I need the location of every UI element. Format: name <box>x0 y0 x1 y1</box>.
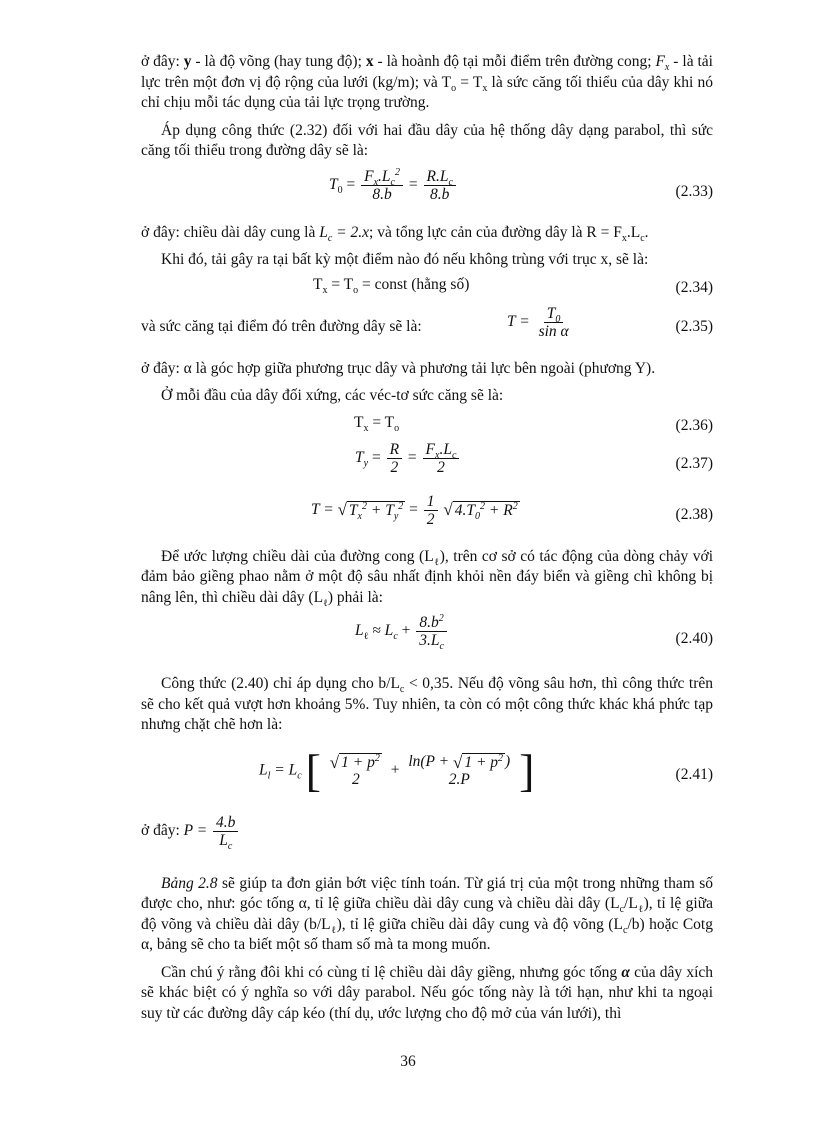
paragraph-apply-formula: Áp dụng công thức (2.32) đối với hai đầu dây của hệ thống dây dạng parabol, thì sức căng tối thiểu trong đường dây sẽ là: <box>141 121 713 159</box>
equation-2-33: $T_0$ = $\frac{F_x.L_c^2}{8.b}$ = $\frac{R.L_c}{8.b}$ (2.33) <box>329 166 713 203</box>
equation-number: (2.38) <box>675 505 713 523</box>
page-number: 36 <box>400 1053 416 1070</box>
equation-number: (2.33) <box>675 182 713 200</box>
equation-number: (2.41) <box>675 765 713 783</box>
equation-2-34: $T_x = T_o$ = const (hằng số) (2.34) <box>141 275 713 301</box>
equation-2-36: $T_x = T_o$ (2.36) <box>141 413 713 439</box>
paragraph-curve-length: Để ước lượng chiều dài của đường cong $(L_\ell)$, trên cơ sở có tác động của dòng chảy với đảm bảo giềng phao nằm ở một độ sâu nhất định khỏi nền đáy biển và giềng chì không bị nâng lên, thì chiều dài dây $(L_\ell)$ phải là: <box>141 547 713 609</box>
paragraph-formula-limit: Công thức (2.40) chỉ áp dụng cho $b/L_c < 0,35$. Nếu độ võng sâu hơn, thì công thức trên sẽ cho kết quả vượt hơn khoảng 5%. Tuy nhiên, ta còn có một công thức khác khá phức tạp nhưng chặt chẽ hơn là: <box>141 675 713 733</box>
paragraph-definitions: ở đây: y - là độ võng (hay tung độ); x - là hoành độ tại mỗi điểm trên đường cong; $F_x$ - là tải lực trên một đơn vị độ rộng của lưới (kg/m); và $T_o = T_x$ là sức căng tối thiểu của dây khi nó chỉ chịu mỗi tác dụng của tải lực trọng trường. <box>141 53 713 111</box>
paragraph-vectors: Ở mỗi đầu của dây đối xứng, các véc-tơ sức căng sẽ là: <box>161 387 504 404</box>
page-body <box>141 52 713 1024</box>
equation-number: (2.36) <box>675 416 713 434</box>
equation-2-41: $L_l = L_c$ [ √ $1 + p^2$ 2 + ln(P + √ $1 + p^2$ ) 2.P ] (2.41) <box>259 744 713 796</box>
paragraph-alpha: ở đây: α là góc hợp giữa phương trục dây và phương tải lực bên ngoài (phương Y). <box>141 359 656 377</box>
equation-p-definition: ở đây: P = $\frac{4.b}{L_c}$ <box>141 814 713 860</box>
paragraph-chord-length: ở đây: chiều dài dây cung là $L_c = 2.x$; và tổng lực cản của đường dây là $R = F_x.L_c$. <box>141 223 649 244</box>
paragraph-table-2-8: Bảng 2.8 sẽ giúp ta đơn giản bớt việc tính toán. Từ giá trị của một trong những tham số được cho, như: góc tống α, tỉ lệ giữa chiều dài dây cung và chiều dài dây $(L_c/L_\ell)$, tỉ lệ giữa độ võng và chiều dài dây $(b/L_\ell)$, tỉ lệ giữa chiều dài dây cung và độ võng $(L_c/b)$ hoặc Cotg α, bảng sẽ cho ta biết một số tham số mà ta mong muốn. <box>141 874 713 953</box>
equation-number: (2.40) <box>675 629 713 647</box>
paragraph-note: Cần chú ý rằng đôi khi có cùng tỉ lệ chiều dài dây giềng, nhưng góc tống α của dây xích sẽ khác biệt có ý nghĩa so với dây parabol. Nếu góc tống này là tới hạn, như khi ta ngoại suy từ các đường dây cáp kéo (thí dụ, ước lượng cho độ mở của ván lưới), thì <box>141 963 714 1022</box>
equation-number: (2.37) <box>675 454 713 472</box>
equation-2-38: T = √ $T_x^2 + T_y^2$ = $\frac{1}{2}$ √ $4.T_0^2 + R^2$ (2.38) <box>311 492 713 528</box>
paragraph-load: Khi đó, tải gây ra tại bất kỳ một điểm nào đó nếu không trùng với trục x, sẽ là: <box>161 251 649 268</box>
equation-2-40: $L_\ell \approx L_c$ + $\frac{8.b^2}{3.L_c}$ (2.40) <box>355 612 713 653</box>
equation-2-35: và sức căng tại điểm đó trên đường dây sẽ là: T = $\frac{T_0}{\text{sin α}}$ (2.35) <box>141 304 713 340</box>
equation-number: (2.34) <box>675 278 713 296</box>
equation-2-37: $T_y$ = $\frac{R}{2}$ = $\frac{F_x.L_c}{2}$ (2.37) <box>355 440 713 476</box>
equation-number: (2.35) <box>675 317 713 335</box>
